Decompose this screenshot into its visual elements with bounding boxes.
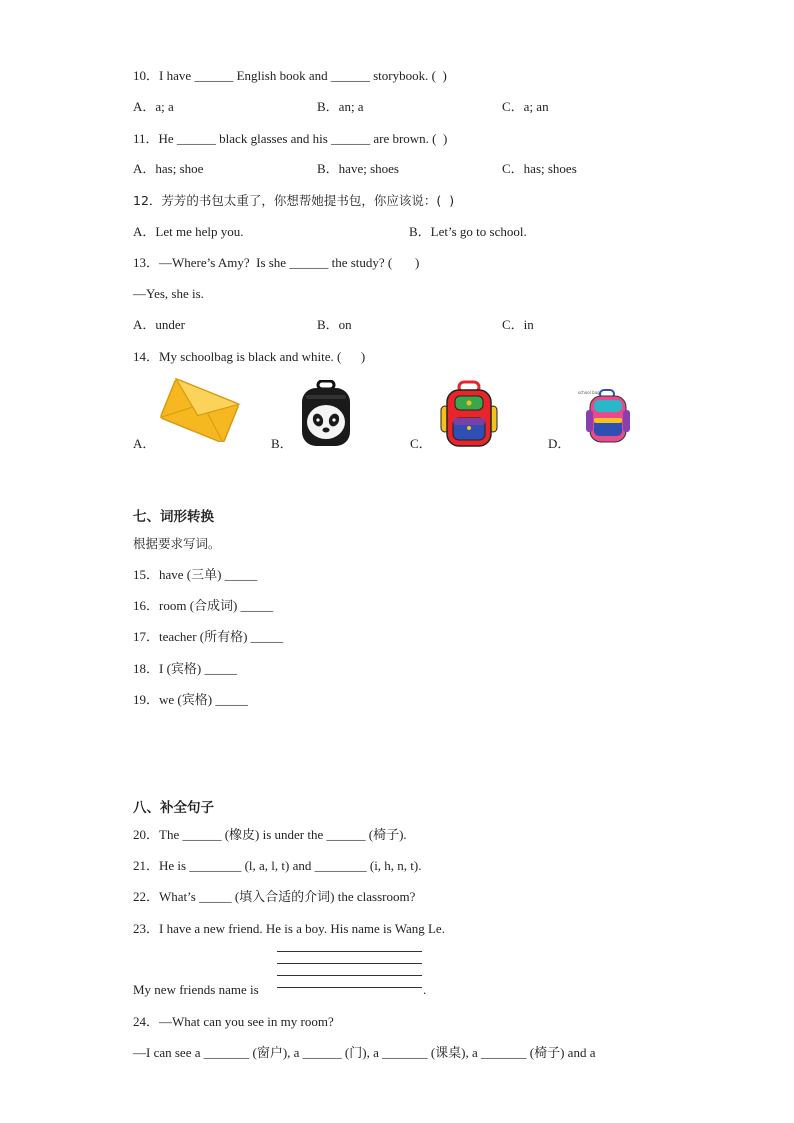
red-schoolbag-icon (437, 380, 501, 450)
question-10-option-a: A．a; a (133, 99, 174, 114)
section-8-item-24: 24．—What can you see in my room? (133, 1014, 334, 1029)
section-8-item-22: 22．What’s _____ (填入合适的介词) the classroom? (133, 889, 416, 904)
question-12-stem: 12．芳芳的书包太重了，你想帮她提书包，你应该说：( ) (133, 193, 455, 208)
section-8-item-24-reply: —I can see a _______ (窗户), a ______ (门), a _______ (课桌), a _______ (椅子) and a (133, 1045, 596, 1060)
section-8-title: 八、补全句子 (133, 800, 214, 816)
question-11-option-b: B．have; shoes (317, 161, 399, 176)
section-8-item-21: 21．He is ________ (l, a, l, t) and ________ (i, h, n, t). (133, 858, 422, 873)
question-14-option-b: B． (271, 436, 293, 451)
question-14-option-d: D． (548, 436, 571, 451)
section-7-instruction: 根据要求写词。 (133, 536, 221, 551)
question-13-option-c: C．in (502, 317, 534, 332)
question-10-stem: 10．I have ______ English book and ______ storybook. ( ) (133, 68, 447, 83)
question-13-option-a: A．under (133, 317, 185, 332)
section-7-title: 七、词形转换 (133, 509, 214, 525)
question-10-option-b: B．an; a (317, 99, 364, 114)
envelope-icon (158, 378, 242, 442)
question-13-option-b: B．on (317, 317, 352, 332)
section-7-item-18: 18．I (宾格) _____ (133, 661, 237, 676)
question-10-option-c: C．a; an (502, 99, 549, 114)
section-8-item-20: 20．The ______ (橡皮) is under the ______ (椅子). (133, 827, 407, 842)
section-7-item-19: 19．we (宾格) _____ (133, 692, 248, 707)
question-11-option-c: C．has; shoes (502, 161, 577, 176)
question-13-reply: —Yes, she is. (133, 286, 204, 301)
answer-writing-lines (277, 951, 422, 999)
section-8-item-23-end: . (423, 982, 427, 997)
question-14-option-c: C． (410, 436, 432, 451)
question-12-option-b: B．Let’s go to school. (409, 224, 527, 239)
question-11-stem: 11．He ______ black glasses and his ______ are brown. ( ) (133, 131, 448, 146)
school-bag-tag-text: school bag (578, 390, 600, 395)
colorful-schoolbag-icon (574, 386, 638, 446)
section-7-item-17: 17．teacher (所有格) _____ (133, 629, 284, 644)
question-14-stem: 14．My schoolbag is black and white. ( ) (133, 349, 366, 364)
section-8-item-23: 23．I have a new friend. He is a boy. His name is Wang Le. (133, 921, 445, 936)
question-11-option-a: A．has; shoe (133, 161, 204, 176)
section-7-item-16: 16．room (合成词) _____ (133, 598, 274, 613)
question-13-stem: 13．—Where’s Amy? Is she ______ the study? ( ) (133, 255, 420, 270)
panda-schoolbag-icon (296, 380, 356, 450)
section-8-item-23-answer: My new friends name is (133, 982, 259, 997)
section-7-item-15: 15．have (三单) _____ (133, 567, 258, 582)
question-14-option-a: A． (133, 436, 156, 451)
question-12-option-a: A．Let me help you. (133, 224, 244, 239)
